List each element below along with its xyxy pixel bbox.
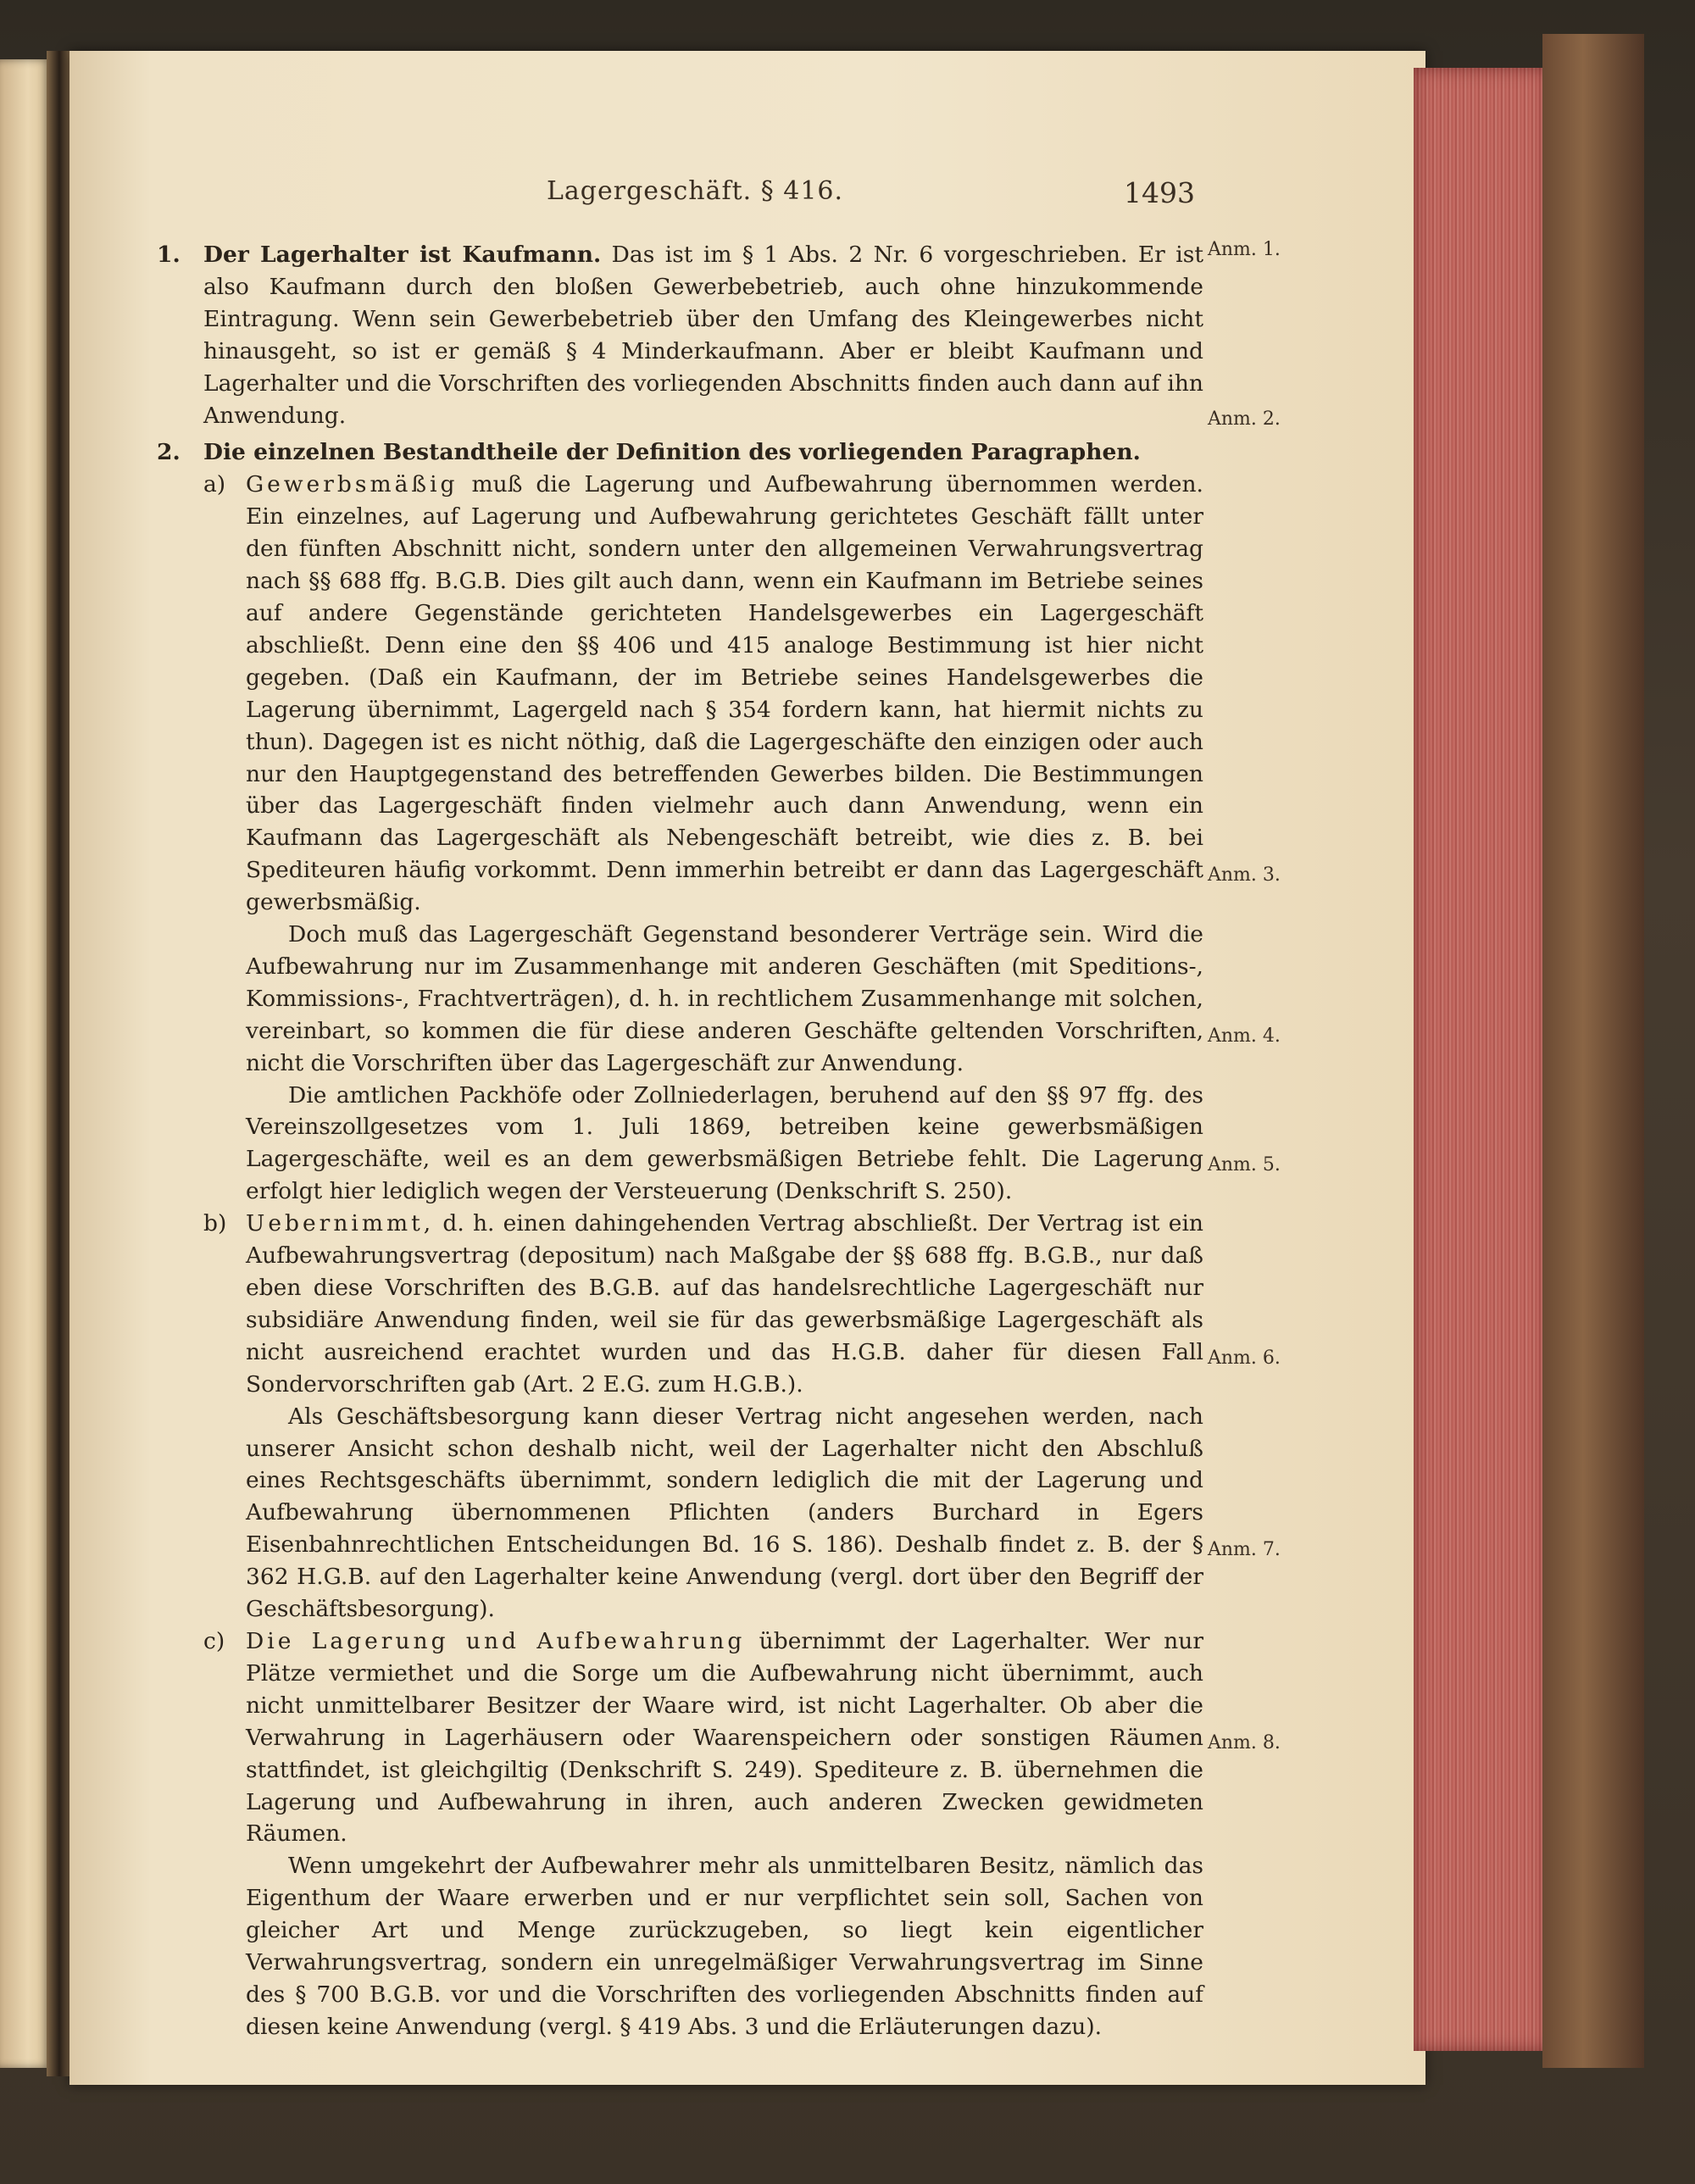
item-label: b)	[203, 1210, 227, 1237]
section-text: Das ist im § 1 Abs. 2 Nr. 6 vorgeschrieben. Er ist also Kaufmann durch den bloßen Gewerbebetrieb, auch ohne hinzukommende Eintragung. Wenn sein Gewerbebetrieb über den Umfang des Kleingewerbes nicht hinausgeht, so ist er gemäß § 4 Minderkaufmann. Aber er bleibt Kaufmann und Lagerhalter und die Vorschriften des vorliegenden Abschnitts finden auch dann auf ihn Anwendung.	[203, 242, 1203, 429]
item-label: a)	[203, 471, 226, 498]
item-keyword: Uebernimmt,	[246, 1210, 435, 1237]
margin-note: Anm. 6.	[1208, 1348, 1281, 1369]
item-c	[157, 1625, 1203, 1850]
section-1	[157, 239, 1203, 431]
item-text: d. h. einen dahingehenden Vertrag abschließt. Der Vertrag ist ein Aufbewahrungsvertrag (depositum) nach Maßgabe der §§ 688 ffg. B.G.B., nur daß eben diese Vorschriften des B.G.B. auf das handelsrechtliche Lagergeschäft nur subsidiäre Anwendung finden, weil sie für das gewerbsmäßige Lagergeschäft als nicht ausreichend erachtet wurden und das H.G.B. daher für diesen Fall Sondervorschriften gab (Art. 2 E.G. zum H.G.B.).	[246, 1210, 1203, 1398]
margin-note: Anm. 7.	[1208, 1539, 1281, 1560]
item-b	[157, 1208, 1203, 1400]
section-number: 1.	[157, 242, 181, 268]
item-keyword: Die Lagerung und Aufbewahrung	[246, 1627, 746, 1654]
margin-note: Anm. 1.	[1208, 239, 1281, 260]
item-keyword: Gewerbsmäßig	[246, 471, 458, 498]
page-edges	[1414, 68, 1549, 2051]
item-a	[157, 469, 1203, 919]
paragraph: Wenn umgekehrt der Aufbewahrer mehr als unmittelbaren Besitz, nämlich das Eigenthum der Waare erwerben und er nur verpflichtet sein soll, Sachen von gleicher Art und Menge zurückzugeben, so liegt kein eigentlicher Verwahrungsvertrag, sondern ein unregelmäßiger Verwahrungsvertrag im Sinne des § 700 B.G.B. vor und die Vorschriften des vorliegenden Abschnitts finden auf diesen keine Anwendung (vergl. § 419 Abs. 3 und die Erläuterungen dazu).	[246, 1853, 1203, 2040]
book-cover	[1542, 34, 1644, 2068]
body-text	[157, 239, 1203, 2043]
section-number: 2.	[157, 439, 181, 466]
section-heading: Der Lagerhalter ist Kaufmann.	[203, 242, 602, 268]
page-number: 1493	[1124, 176, 1195, 209]
paragraph: Doch muß das Lagergeschäft Gegenstand besonderer Verträge sein. Wird die Aufbewahrung nur im Zusammenhange mit anderen Geschäften (mit Speditions-, Kommissions-, Frachtverträgen), d. h. in rechtlichem Zusammenhange mit solchen, vereinbart, so kommen die für diese anderen Geschäfte geltenden Vorschriften, nicht die Vorschriften über das Lagergeschäft zur Anwendung.	[246, 921, 1203, 1076]
margin-note: Anm. 5.	[1208, 1154, 1281, 1175]
item-text: muß die Lagerung und Aufbewahrung übernommen werden. Ein einzelnes, auf Lagerung und Aufbewahrung gerichtetes Geschäft fällt unter den fünften Abschnitt nicht, sondern unter den allgemeinen Verwahrungsvertrag nach §§ 688 ffg. B.G.B. Dies gilt auch dann, wenn ein Kaufmann im Betriebe seines auf andere Gegenstände gerichteten Handelsgewerbes ein Lagergeschäft abschließt. Denn eine den §§ 406 und 415 analoge Bestimmung ist hier nicht gegeben. (Daß ein Kaufmann, der im Betriebe seines Handelsgewerbes die Lagerung übernimmt, Lagergeld nach § 354 fordern kann, hat hiermit nichts zu thun). Dagegen ist es nicht nöthig, daß die Lagergeschäfte den einzigen oder auch nur den Hauptgegenstand des betreffenden Gewerbes bilden. Die Bestimmungen über das Lagergeschäft finden vielmehr auch dann Anwendung, wenn ein Kaufmann das Lagergeschäft als Nebengeschäft betreibt, wie dies z. B. bei Spediteuren häufig vorkommt. Denn immerhin betreibt er dann das Lagergeschäft gewerbsmäßig.	[246, 471, 1203, 916]
item-label: c)	[203, 1627, 225, 1654]
margin-note: Anm. 8.	[1208, 1732, 1281, 1753]
margin-note: Anm. 4.	[1208, 1025, 1281, 1047]
paragraph: Die amtlichen Packhöfe oder Zollniederlagen, beruhend auf den §§ 97 ffg. des Vereinszollgesetzes vom 1. Juli 1869, betreiben keine gewerbsmäßigen Lagergeschäfte, weil es an dem gewerbsmäßigen Betriebe fehlt. Die Lagerung erfolgt hier lediglich wegen der Versteuerung (Denkschrift S. 250).	[246, 1081, 1203, 1205]
running-head	[170, 168, 1195, 219]
book-gutter	[47, 51, 72, 2076]
margin-note: Anm. 2.	[1208, 408, 1281, 430]
section-2	[157, 436, 1203, 469]
paragraph: Als Geschäftsbesorgung kann dieser Vertrag nicht angesehen werden, nach unserer Ansicht schon deshalb nicht, weil der Lagerhalter nicht den Abschluß eines Rechtsgeschäfts übernimmt, sondern lediglich die mit der Lagerung und Aufbewahrung übernommenen Pflichten (anders Burchard in Egers Eisenbahnrechtlichen Entscheidungen Bd. 16 S. 186). Deshalb findet z. B. der § 362 H.G.B. auf den Lagerhalter keine Anwendung (vergl. dort über den Begriff der Geschäftsbesorgung).	[246, 1403, 1203, 1623]
left-page-edge	[0, 59, 51, 2068]
item-text: übernimmt der Lagerhalter. Wer nur Plätze vermiethet und die Sorge um die Aufbewahrung nicht übernimmt, auch nicht unmittelbarer Besitzer der Waare wird, ist nicht Lagerhalter. Ob aber die Verwahrung in Lagerhäusern oder Waarenspeichern oder sonstigen Räumen stattfindet, ist gleichgiltig (Denkschrift S. 249). Spediteure z. B. übernehmen die Lagerung und Aufbewahrung in ihren, auch anderen Zwecken gewidmeten Räumen.	[246, 1627, 1203, 1848]
margin-note: Anm. 3.	[1208, 864, 1281, 886]
section-heading: Die einzelnen Bestandtheile der Definition des vorliegenden Paragraphen.	[203, 439, 1141, 466]
running-head-title: Lagergeschäft. § 416.	[547, 176, 844, 206]
